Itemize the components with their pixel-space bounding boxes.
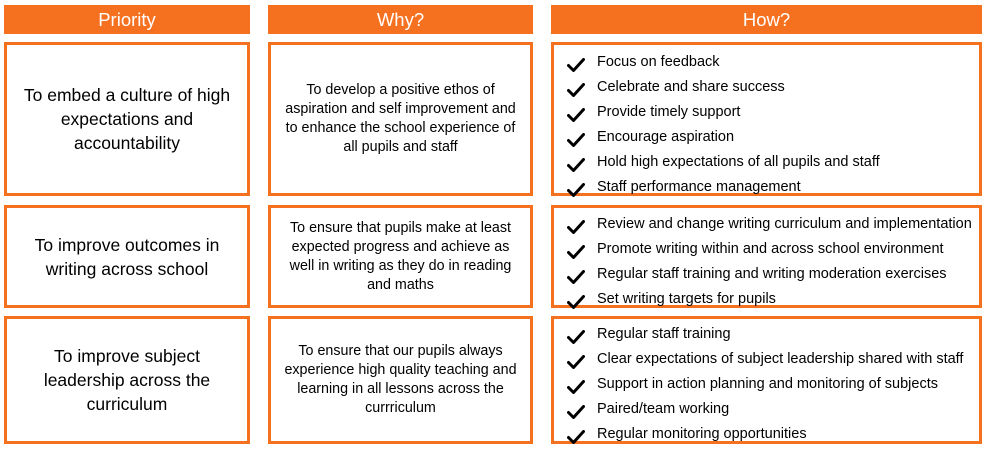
how-item (567, 371, 973, 396)
why-text: To ensure that pupils make at least expected progress and achieve as well in writing as they do in reading and maths (289, 219, 512, 293)
how-item-label: Encourage aspiration (597, 128, 735, 145)
priority-text: To improve outcomes in writing across school (34, 234, 220, 279)
header-why: Why? (268, 5, 533, 34)
how-item (567, 321, 973, 346)
checkmark-icon (567, 108, 585, 122)
checkmark-icon (567, 133, 585, 147)
checkmark-icon (567, 330, 585, 344)
how-item (567, 211, 973, 236)
how-item (567, 261, 973, 286)
checkmark-icon (567, 380, 585, 394)
how-item-label: Promote writing within and across school environment (597, 240, 944, 257)
how-list (567, 211, 973, 311)
how-item-label: Celebrate and share success (597, 78, 785, 95)
how-item-label: Clear expectations of subject leadership shared with staff (597, 350, 964, 367)
how-item-label: Regular monitoring opportunities (597, 425, 807, 442)
how-item (567, 124, 973, 149)
why-text: To develop a positive ethos of aspiration and self improvement and to enhance the school experience of all pupils and staff (285, 82, 516, 155)
checkmark-icon (567, 355, 585, 369)
checkmark-icon (567, 295, 585, 309)
header-priority: Priority (4, 5, 250, 34)
how-list (567, 49, 973, 199)
checkmark-icon (567, 183, 585, 197)
how-list (567, 321, 973, 446)
why-box-3 (268, 316, 533, 444)
priority-box-1 (4, 42, 250, 196)
checkmark-icon (567, 405, 585, 419)
why-box-2 (268, 205, 533, 308)
how-item (567, 346, 973, 371)
checkmark-icon (567, 83, 585, 97)
how-item (567, 74, 973, 99)
why-text: To ensure that our pupils always experience high quality teaching and learning in all lessons across the currriculum (284, 343, 517, 416)
checkmark-icon (567, 245, 585, 259)
how-item-label: Regular staff training and writing moderation exercises (597, 265, 947, 282)
priority-text: To embed a culture of high expectations and accountability (23, 85, 231, 153)
how-item (567, 99, 973, 124)
how-box-2 (551, 205, 982, 308)
checkmark-icon (567, 58, 585, 72)
how-item-label: Regular staff training (597, 325, 731, 342)
how-item (567, 49, 973, 74)
how-item-label: Focus on feedback (597, 53, 720, 70)
priority-box-3 (4, 316, 250, 444)
priority-text: To improve subject leadership across the curriculum (43, 346, 211, 414)
how-item-label: Provide timely support (597, 103, 741, 120)
how-item (567, 236, 973, 261)
how-item (567, 149, 973, 174)
header-how: How? (551, 5, 982, 34)
how-item-label: Set writing targets for pupils (597, 290, 776, 307)
checkmark-icon (567, 158, 585, 172)
how-item-label: Support in action planning and monitoring of subjects (597, 375, 938, 392)
how-box-3 (551, 316, 982, 444)
how-item (567, 286, 973, 311)
how-item (567, 421, 973, 446)
how-item (567, 396, 973, 421)
how-item-label: Staff performance management (597, 178, 801, 195)
how-item-label: Paired/team working (597, 400, 730, 417)
how-box-1 (551, 42, 982, 196)
how-item (567, 174, 973, 199)
priority-box-2 (4, 205, 250, 308)
checkmark-icon (567, 270, 585, 284)
why-box-1 (268, 42, 533, 196)
checkmark-icon (567, 430, 585, 444)
how-item-label: Review and change writing curriculum and implementation (597, 215, 972, 232)
checkmark-icon (567, 220, 585, 234)
how-item-label: Hold high expectations of all pupils and staff (597, 153, 880, 170)
